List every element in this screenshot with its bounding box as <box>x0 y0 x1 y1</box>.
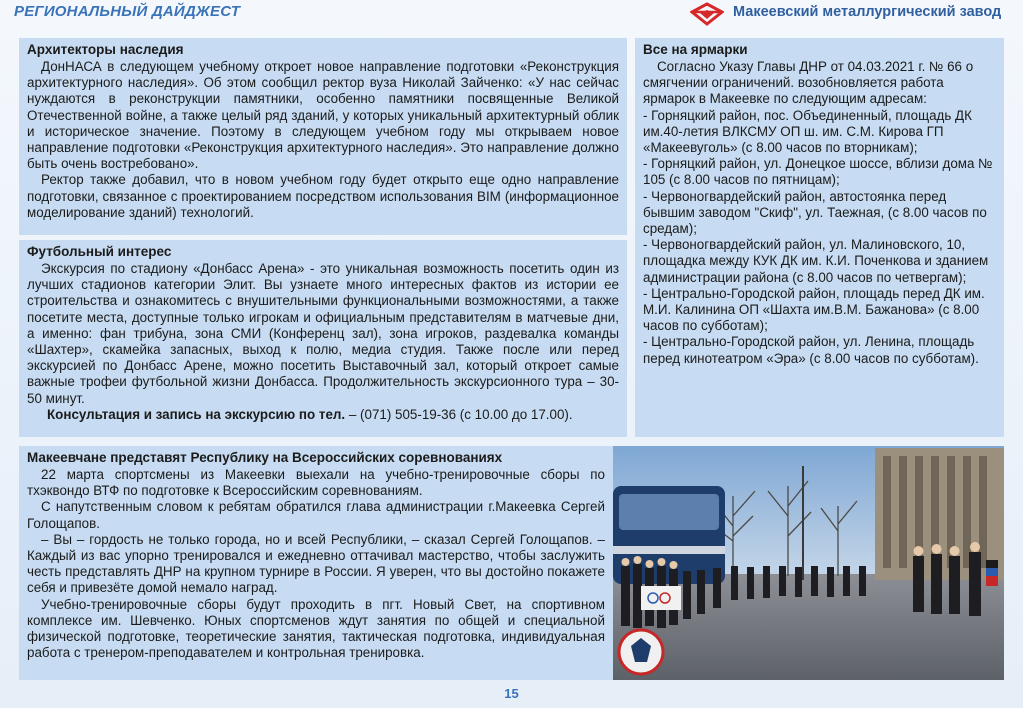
section-title: РЕГИОНАЛЬНЫЙ ДАЙДЖЕСТ <box>14 3 241 20</box>
article-paragraph: Согласно Указу Главы ДНР от 04.03.2021 г. № 66 о смягчении ограничений. возобновляется работа ярмарок в Макеевке по следующим адресам: <box>643 59 974 107</box>
page-number: 15 <box>504 686 519 701</box>
plant-logo-icon <box>690 2 724 26</box>
fair-address-item: - Центрально-Городской район, ул. Ленина, площадь перед кинотеатром «Эра» (с 8.00 часов по субботам). <box>643 334 979 366</box>
fair-address-item: - Центрально-Городской район, площадь перед ДК им. М.И. Калинина ОП «Шахта им.В.М. Бажанова» (с 8.00 часов по субботам); <box>643 285 985 334</box>
article-title: Все на ярмарки <box>643 42 748 57</box>
page-header <box>0 0 1023 30</box>
fair-address-item: - Червоногвардейский район, ул. Малиновского, 10, площадка между КУК ДК им. К.И. Поченкова и зданием администрации района (с 8.00 часов по четвергам); <box>643 237 989 285</box>
athletes-departure-image <box>613 446 1004 680</box>
fair-address-item: - Червоногвардейский район, автостоянка перед бывшим заводом "Скиф", ул. Таежная, (с 8.00 часов по средам); <box>643 188 987 237</box>
article-paragraph: Ректор также добавил, что в новом учебном году будет открыто еще одно направление подготовки, связанное с проектированием посредством использования BIM (информационное моделирование зданий) технологий. <box>27 172 619 220</box>
article-paragraph: – Вы – гордость не только города, но и всей Республики, – сказал Сергей Голощапов. – Каждый из вас упорно тренировался и ежедневно оттачивал мастерство, чтобы заслужить честь представлять ДНР на крупном турнире в России. Я уверен, что вы достойно покажете себя и привезёте домой немало наград. <box>27 531 605 596</box>
organization-name: Макеевский металлургический завод <box>733 4 1002 20</box>
article-architecture <box>19 38 627 235</box>
article-sport <box>19 446 613 680</box>
article-paragraph: 22 марта спортсмены из Макеевки выехали на учебно-тренировочные сборы по тхэквондо ВТФ по подготовке к Всероссийским соревнованиям. <box>27 467 605 499</box>
article-title: Макеевчане представят Республику на Всероссийских соревнованиях <box>27 450 503 465</box>
fair-address-item: - Горняцкий район, пос. Объединенный, площадь ДК им.40-летия ВЛКСМУ ОП ш. им. С.М. Кирова ГП «Макеевуголь» (с 8.00 часов по вторникам); <box>643 107 972 156</box>
article-title: Футбольный интерес <box>27 244 172 259</box>
article-paragraph: Учебно-тренировочные сборы будут проходить в пгт. Новый Свет, на спортивном комплексе им. Шевченко. Юных спортсменов ждут занятия по общей и специальной физической подготовке, теоретические занятия, тактическая подготовка, индивидуальная работа с тренером-преподавателем и контрольная тренировка. <box>27 596 605 661</box>
consultation-label: Консультация и запись на экскурсию по тел. <box>47 406 346 422</box>
article-paragraph: Экскурсия по стадиону «Донбасс Арена» - это уникальная возможность посетить один из лучших стадионов категории Элит. Вы узнаете много интересных фактов из истории ее строительства и ознакомитесь с внушительными функциональными возможностями, а также посетите места, доступные только игрокам и официальным представителям в матчевые дни, а именно: фан трибуна, зона СМИ (Конференц зал), зона игроков, раздевалка команды «Шахтер», скамейка запасных, выход к полю, медиа студия. Также после или перед экскурсией по Донбасс Арене, можно посетить Выставочный зал, который откроет самые важные трофеи футбольной жизни Донбасса. Продолжительность экскурсионного тура – 30-50 минут. <box>27 261 619 406</box>
article-paragraph: ДонНАСА в следующем учебному откроет новое направление подготовки «Реконструкция архитектурного наследия». Об этом сообщил ректор вуза Николай Зайченко: «У нас сейчас нуждаются в реконструкции памятники, особенно памятники посвященные Великой Отечественной войне, а также целый ряд зданий, у которых уникальный архитектурный облик и историческое значение. Поэтому в следующем учебном году мы открываем новое направление подготовки «Реконструкция архитектурного наследия». Это направление должно быть очень востребовано». <box>27 59 619 172</box>
article-paragraph: С напутственным словом к ребятам обратился глава администрации г.Макеевка Сергей Голощапов. <box>27 499 605 531</box>
article-photo <box>613 446 1004 680</box>
article-fairs <box>635 38 1004 437</box>
article-football <box>19 240 627 437</box>
consultation-line <box>27 407 619 423</box>
article-title: Архитекторы наследия <box>27 42 184 57</box>
consultation-phone: – (071) 505-19-36 (с 10.00 до 17.00). <box>345 406 573 422</box>
fair-address-item: - Горняцкий район, ул. Донецкое шоссе, вблизи дома № 105 (с 8.00 часов по пятницам); <box>643 156 993 188</box>
